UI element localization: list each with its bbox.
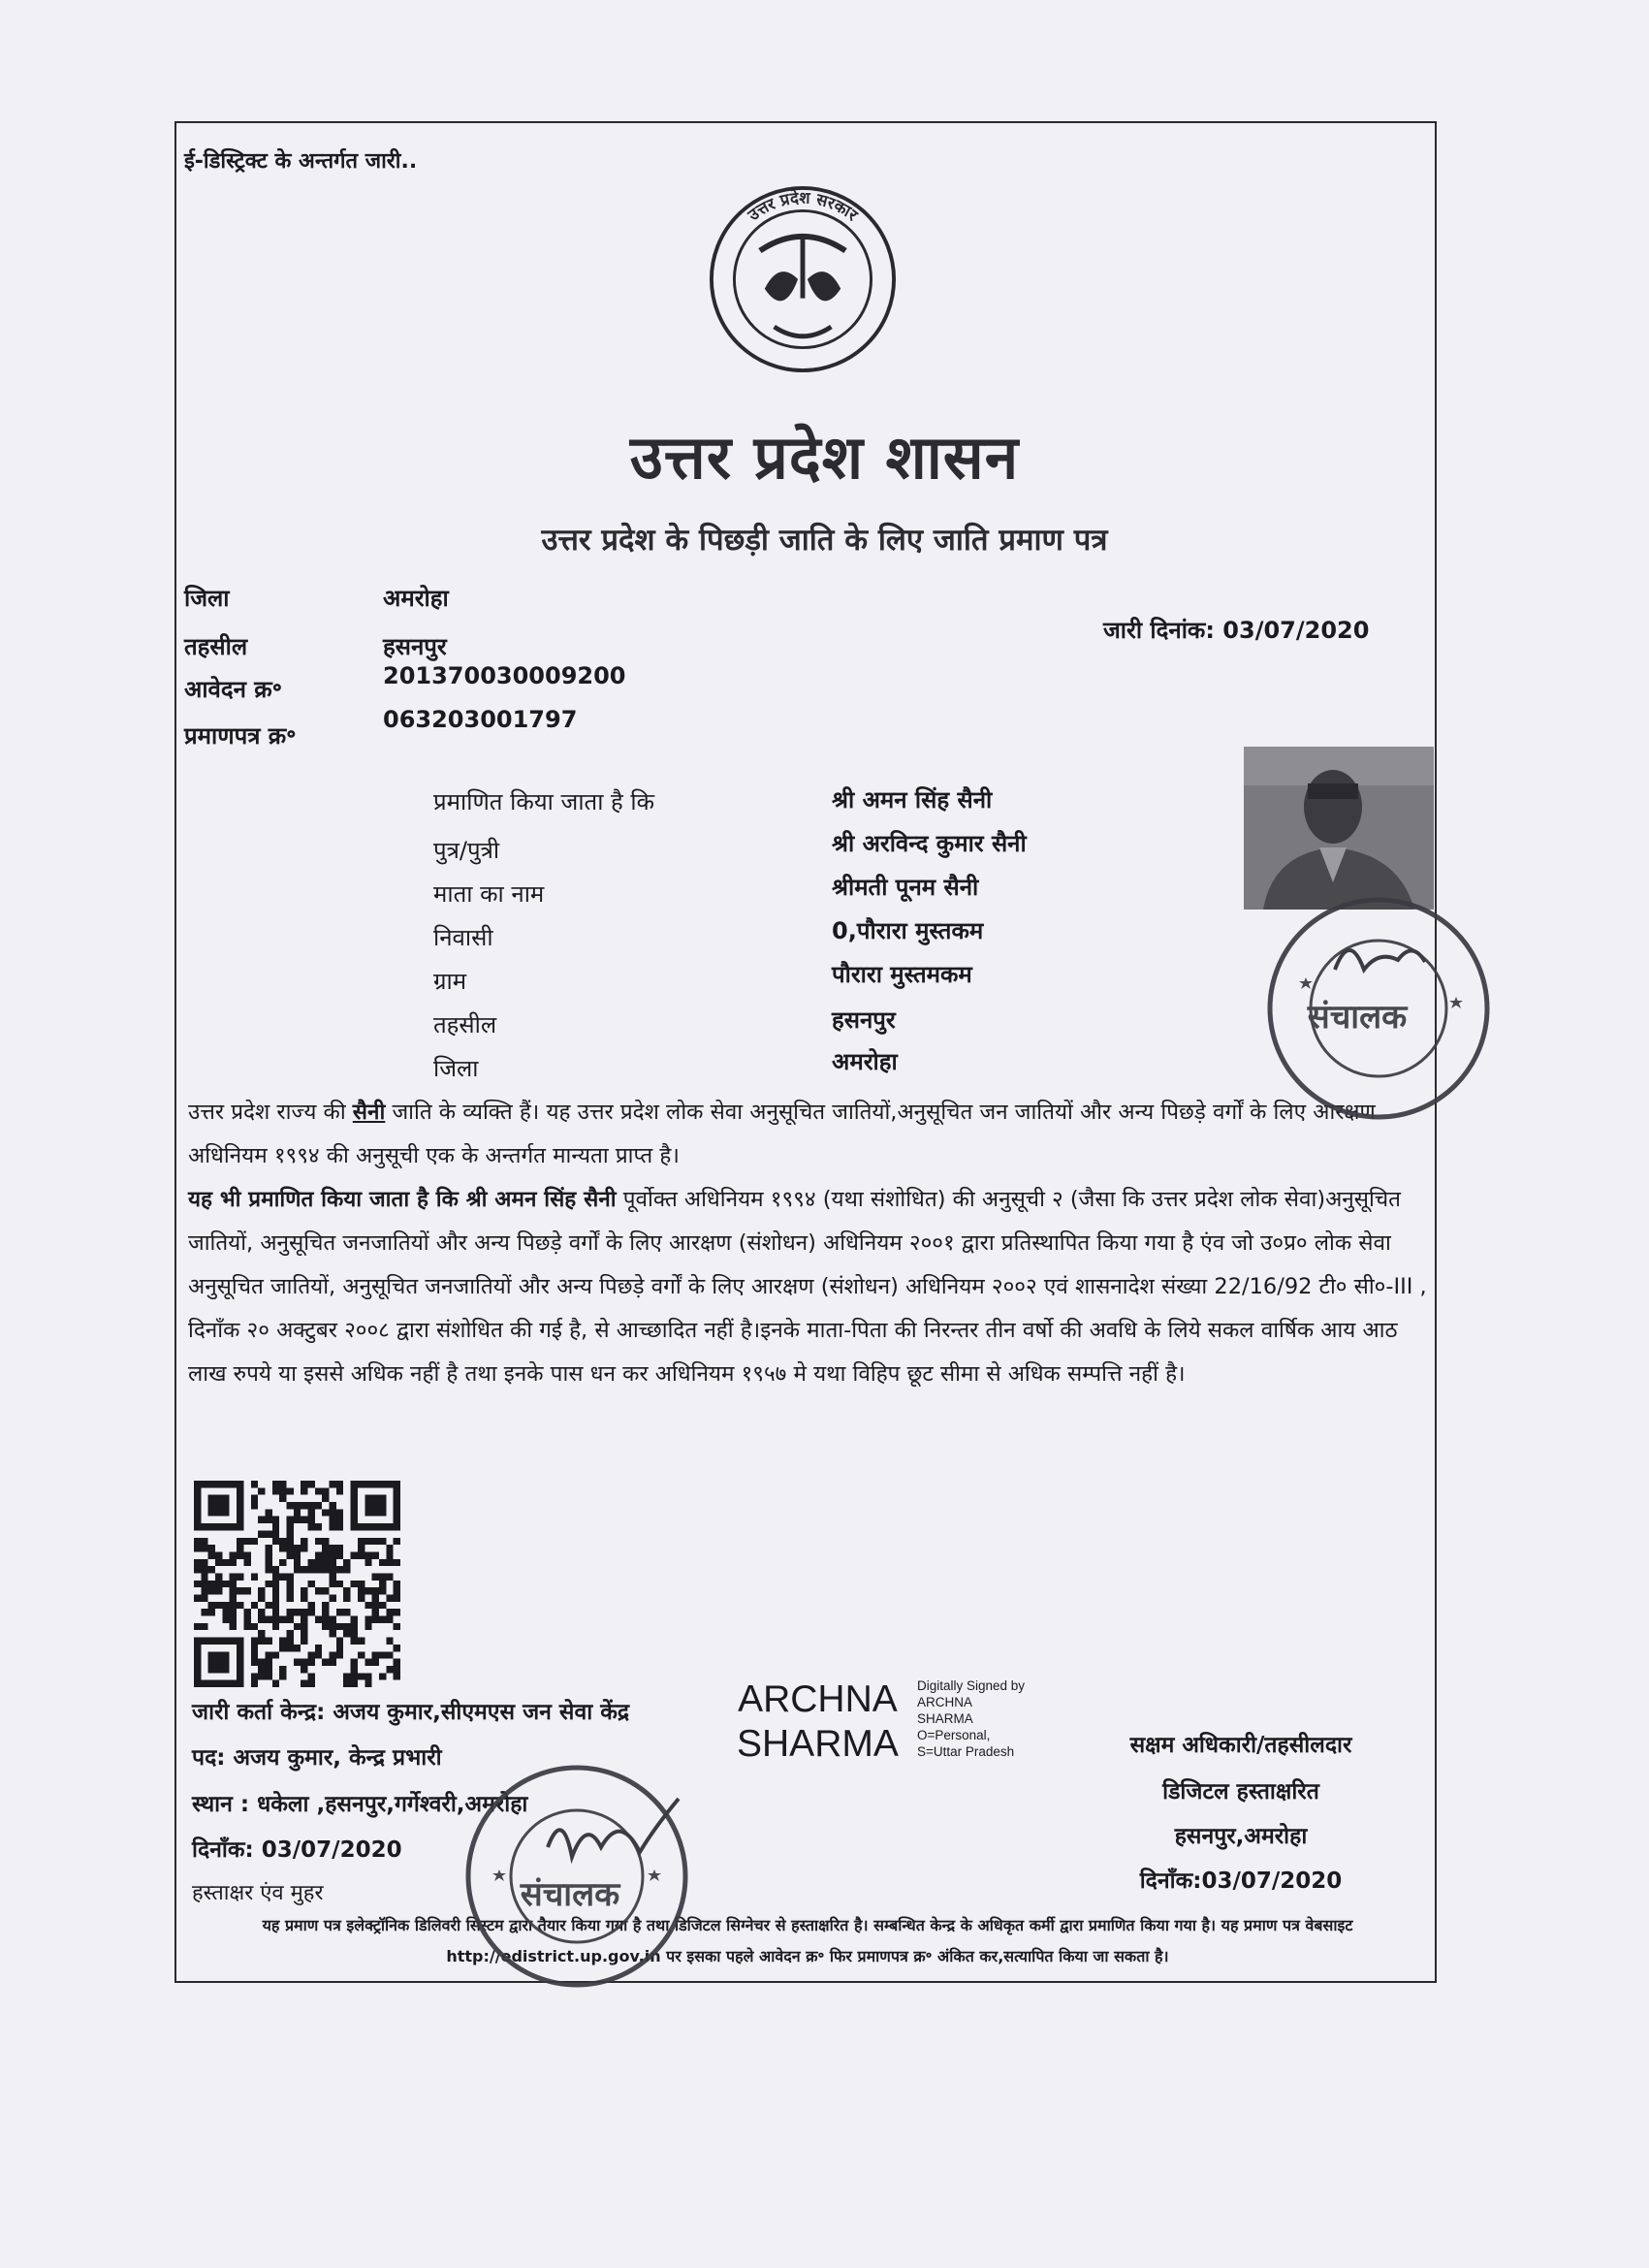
issuer-place: स्थान : धकेला ,हसनपुर,गर्गेश्वरी,अमरोहा [192, 1792, 528, 1817]
meta-value-application-no: 201370030009200 [383, 662, 626, 689]
caste-paragraph [188, 1091, 1434, 1178]
para1-after: जाति के व्यक्ति हैं। यह उत्तर प्रदेश लोक सेवा अनुसूचित जातियों,अनुसूचित जन जातियों और अन्य पिछड़े वर्गों के लिए आरक्षण अधिनियम १९९४ की अनुसूची एक के अन्तर्गत मान्यता प्राप्त है। [188, 1100, 1376, 1168]
dsig-name-line1: ARCHNA [738, 1678, 898, 1720]
detail-value-district: अमरोहा [832, 1048, 898, 1075]
para1-before: उत्तर प्रदेश राज्य की [188, 1100, 353, 1125]
detail-label-district: जिला [433, 1055, 479, 1082]
meta-value-tehsil: हसनपुर [383, 633, 447, 660]
detail-label-certify: प्रमाणित किया जाता है कि [433, 788, 655, 815]
qr-code-icon [194, 1481, 400, 1687]
certificate-subtitle: उत्तर प्रदेश के पिछड़ी जाति के लिए जाति प्रमाण पत्र [541, 523, 1108, 558]
caste-name: सैनी [352, 1100, 386, 1125]
detail-label-tehsil: तहसील [433, 1011, 497, 1038]
edistrict-header-note: ई-डिस्ट्रिक्ट के अन्तर्गत जारी.. [184, 149, 418, 174]
officer-date: दिनाँक:03/07/2020 [1139, 1869, 1343, 1894]
creamy-layer-paragraph [188, 1178, 1434, 1396]
centre-stamp-issuer [456, 1760, 737, 2002]
detail-value-resident: 0,पौरारा मुस्तकम [832, 917, 984, 944]
meta-label-tehsil: तहसील [184, 633, 248, 660]
meta-label-district: जिला [184, 585, 230, 612]
officer-digitally-signed: डिजिटल हस्ताक्षरित [1162, 1779, 1319, 1805]
issuer-date: दिनाँक: 03/07/2020 [192, 1837, 402, 1863]
meta-label-certificate-no: प्रमाणपत्र क्र॰ [184, 722, 297, 750]
photo-stamp-text: संचालक [1307, 998, 1408, 1037]
meta-label-application-no: आवेदन क्र॰ [184, 676, 282, 703]
dsig-name-line2: SHARMA [737, 1723, 899, 1765]
meta-value-certificate-no: 063203001797 [383, 706, 578, 733]
para2-before: यह भी प्रमाणित किया जाता है कि [188, 1187, 466, 1212]
detail-value-village: पौरारा मुस्तमकम [832, 961, 972, 988]
digital-signature-meta: Digitally Signed by ARCHNA SHARMA O=Personal, S=Uttar Pradesh [917, 1678, 1026, 1759]
issuer-post: पद: अजय कुमार, केन्द्र प्रभारी [192, 1745, 442, 1771]
detail-value-applicant-name: श्री अमन सिंह सैनी [832, 786, 993, 814]
detail-value-mother-name: श्रीमती पूनम सैनी [832, 874, 979, 901]
meta-value-district: अमरोहा [383, 585, 449, 612]
issuer-centre: जारी कर्ता केन्द्र: अजय कुमार,सीएमएस जन सेवा केंद्र [192, 1700, 630, 1725]
applicant-photo [1244, 747, 1434, 910]
detail-label-village: ग्राम [433, 968, 467, 995]
issuer-stamp-text: संचालक [520, 1875, 620, 1914]
detail-label-son-daughter: पुत्र/पुत्री [433, 837, 500, 864]
digital-signature-name [737, 1677, 899, 1767]
officer-place: हसनपुर,अमरोहा [1174, 1824, 1308, 1849]
detail-value-father-name: श्री अरविन्द कुमार सैनी [832, 830, 1027, 857]
footer-note: यह प्रमाण पत्र इलेक्ट्रॉनिक डिलिवरी सिस्टम द्वारा तैयार किया गया है तथा डिजिटल सिग्नेचर से हस्ताक्षरित है। सम्बन्धित केन्द्र के अधिकृत कर्मी द्वारा प्रमाणित किया गया है। यह प्रमाण पत्र वेबसाइट http://edistrict.up.gov.in पर इसका पहले आवेदन क्र॰ फिर प्रमाणपत्र क्र॰ अंकित कर,सत्यापित किया जा सकता है। [262, 1916, 1353, 1965]
page-title: उत्तर प्रदेश शासन [629, 422, 1020, 493]
detail-label-resident: निवासी [433, 924, 493, 951]
certificate-body [188, 1091, 1434, 1396]
officer-title: सक्षम अधिकारी/तहसीलदार [1129, 1733, 1352, 1758]
up-govt-emblem-icon [708, 184, 898, 374]
para2-after: पूर्वोक्त अधिनियम १९९४ (यथा संशोधित) की अनुसूची २ (जैसा कि उत्तर प्रदेश लोक सेवा)अनुसूचित जातियों, अनुसूचित जनजातियों और अन्य पिछड़े वर्गों के लिए आरक्षण (संशोधन) अधिनियम २००१ द्वारा प्रतिस्थापित किया गया है एंव जो उ०प्र० लोक सेवा अनुसूचित जातियों, अनुसूचित जनजातियों और अन्य पिछड़े वर्गों के लिए आरक्षण (संशोधन) अधिनियम २००२ एवं शासनादेश संख्या 22/16/92 टी० सी०-III , दिनाँक २० अक्टुबर २००८ द्वारा संशोधित की गई है, से आच्छादित नहीं है।इनके माता-पिता की निरन्तर तीन वर्षो की अवधि के लिये सकल वार्षिक आय आठ लाख रुपये या इससे अधिक नहीं है तथा इनके पास धन कर अधिनियम १९५७ मे यथा विहिप छूट सीमा से अधिक सम्पत्ति नहीं है। [188, 1187, 1427, 1387]
svg-text:उत्तर प्रदेश सरकार: उत्तर प्रदेश सरकार [744, 188, 862, 225]
centre-stamp-photo [1253, 892, 1505, 1134]
para2-applicant-name: श्री अमन सिंह सैनी [465, 1187, 617, 1212]
detail-value-tehsil: हसनपुर [832, 1006, 896, 1034]
issuer-sign-label: हस्ताक्षर एंव मुहर [192, 1881, 324, 1905]
detail-label-mother: माता का नाम [433, 880, 545, 908]
issue-date: जारी दिनांक: 03/07/2020 [1103, 617, 1370, 644]
